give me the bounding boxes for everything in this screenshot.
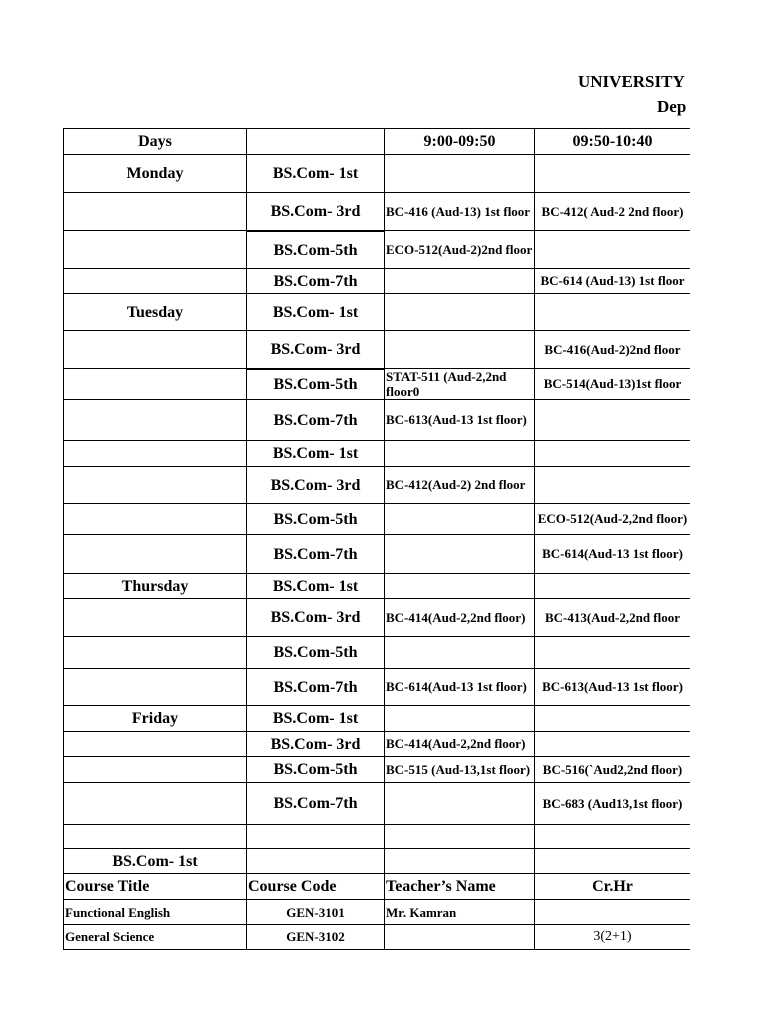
department-title: Dep — [657, 97, 687, 116]
course-code-cell: GEN-3101 — [246, 899, 384, 925]
slot1-cell — [384, 293, 534, 331]
class-cell: BS.Com- 3rd — [246, 330, 384, 369]
slot1-cell: BC-416 (Aud-13) 1st floor — [384, 192, 534, 231]
day-cell — [63, 782, 246, 825]
slot1-cell — [384, 636, 534, 669]
day-cell — [63, 534, 246, 574]
class-cell: BS.Com-7th — [246, 782, 384, 825]
class-cell: BS.Com-7th — [246, 399, 384, 441]
class-cell: BS.Com- 1st — [246, 705, 384, 732]
day-cell — [63, 598, 246, 637]
course-code-cell: GEN-3102 — [246, 924, 384, 950]
day-cell — [63, 368, 246, 400]
slot2-cell — [534, 705, 690, 732]
slot2-cell: BC-516(`Aud2,2nd floor) — [534, 756, 690, 783]
class-header — [246, 128, 384, 155]
slot2-cell — [534, 573, 690, 599]
slot1-cell — [384, 503, 534, 535]
slot1-cell: BC-414(Aud-2,2nd floor) — [384, 731, 534, 757]
slot1-header: 9:00-09:50 — [384, 128, 534, 155]
class-cell: BS.Com-5th — [246, 636, 384, 669]
credit-hour-cell — [534, 899, 690, 925]
slot1-cell: BC-414(Aud-2,2nd floor) — [384, 598, 534, 637]
days-header: Days — [63, 128, 246, 155]
day-cell — [63, 668, 246, 706]
slot1-cell — [384, 573, 534, 599]
slot2-cell: BC-412( Aud-2 2nd floor) — [534, 192, 690, 231]
slot1-cell — [384, 154, 534, 193]
slot2-cell — [534, 154, 690, 193]
slot1-cell — [384, 330, 534, 369]
teacher-name-cell — [384, 924, 534, 950]
slot1-cell — [384, 782, 534, 825]
class-cell: BS.Com- 1st — [246, 154, 384, 193]
day-cell: Thursday — [63, 573, 246, 599]
slot2-cell — [534, 636, 690, 669]
slot2-cell: ECO-512(Aud-2,2nd floor) — [534, 503, 690, 535]
day-cell — [63, 268, 246, 294]
day-cell — [63, 756, 246, 783]
slot2-header: 09:50-10:40 — [534, 128, 690, 155]
course-empty-cell — [534, 848, 690, 874]
day-cell: Friday — [63, 705, 246, 732]
day-cell: Tuesday — [63, 293, 246, 331]
slot2-cell — [534, 824, 690, 849]
day-cell — [63, 230, 246, 269]
slot1-cell — [384, 534, 534, 574]
slot2-cell — [534, 731, 690, 757]
day-cell — [63, 731, 246, 757]
teacher-name-cell: Mr. Kamran — [384, 899, 534, 925]
day-cell — [63, 440, 246, 467]
slot1-cell: BC-613(Aud-13 1st floor) — [384, 399, 534, 441]
class-cell: BS.Com-7th — [246, 534, 384, 574]
slot2-cell: BC-614 (Aud-13) 1st floor — [534, 268, 690, 294]
day-cell — [63, 636, 246, 669]
slot2-cell — [534, 440, 690, 467]
class-cell: BS.Com- 1st — [246, 573, 384, 599]
course-title-header: Course Title — [63, 873, 246, 900]
slot1-cell: BC-515 (Aud-13,1st floor) — [384, 756, 534, 783]
day-cell: Monday — [63, 154, 246, 193]
slot1-cell — [384, 705, 534, 732]
slot1-cell: BC-614(Aud-13 1st floor) — [384, 668, 534, 706]
class-cell: BS.Com-5th — [246, 230, 384, 269]
slot2-cell — [534, 230, 690, 269]
course-empty-cell — [246, 848, 384, 874]
credit-hour-header: Cr.Hr — [534, 873, 690, 900]
slot1-cell — [384, 268, 534, 294]
class-cell: BS.Com-7th — [246, 268, 384, 294]
class-cell: BS.Com-7th — [246, 668, 384, 706]
day-cell — [63, 330, 246, 369]
slot2-cell: BC-514(Aud-13)1st floor — [534, 368, 690, 400]
course-section-title: BS.Com- 1st — [63, 848, 246, 874]
course-empty-cell — [384, 848, 534, 874]
class-cell: BS.Com-5th — [246, 503, 384, 535]
teacher-name-header: Teacher’s Name — [384, 873, 534, 900]
course-title-cell: Functional English — [63, 899, 246, 925]
credit-hour-cell: 3(2+1) — [534, 924, 690, 950]
slot2-cell: BC-413(Aud-2,2nd floor — [534, 598, 690, 637]
slot2-cell: BC-614(Aud-13 1st floor) — [534, 534, 690, 574]
class-cell: BS.Com-5th — [246, 368, 384, 400]
course-title-cell: General Science — [63, 924, 246, 950]
slot2-cell: BC-613(Aud-13 1st floor) — [534, 668, 690, 706]
slot1-cell — [384, 824, 534, 849]
day-cell — [63, 824, 246, 849]
slot2-cell — [534, 293, 690, 331]
day-cell — [63, 192, 246, 231]
class-cell: BS.Com- 3rd — [246, 192, 384, 231]
slot1-cell: BC-412(Aud-2) 2nd floor — [384, 466, 534, 504]
day-cell — [63, 399, 246, 441]
slot2-cell: BC-683 (Aud13,1st floor) — [534, 782, 690, 825]
slot1-cell: STAT-511 (Aud-2,2nd floor0 — [384, 368, 534, 400]
class-cell: BS.Com-5th — [246, 756, 384, 783]
class-cell: BS.Com- 1st — [246, 293, 384, 331]
class-cell: BS.Com- 1st — [246, 440, 384, 467]
class-cell: BS.Com- 3rd — [246, 466, 384, 504]
class-cell: BS.Com- 3rd — [246, 731, 384, 757]
day-cell — [63, 503, 246, 535]
slot1-cell — [384, 440, 534, 467]
slot1-cell: ECO-512(Aud-2)2nd floor — [384, 230, 534, 269]
class-cell: BS.Com- 3rd — [246, 598, 384, 637]
day-cell — [63, 466, 246, 504]
university-title: UNIVERSITY — [578, 72, 685, 91]
slot2-cell — [534, 399, 690, 441]
course-code-header: Course Code — [246, 873, 384, 900]
class-cell — [246, 824, 384, 849]
slot2-cell — [534, 466, 690, 504]
slot2-cell: BC-416(Aud-2)2nd floor — [534, 330, 690, 369]
